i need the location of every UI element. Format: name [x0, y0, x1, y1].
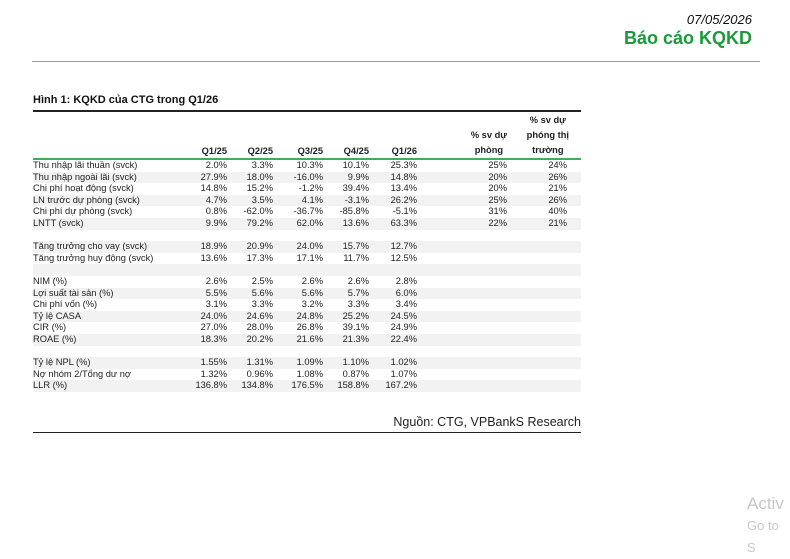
cell-value: 24.0%	[200, 310, 227, 321]
cell-value: 15.2%	[246, 183, 273, 194]
cell-value: 3.4%	[395, 299, 417, 310]
row-label: Tỷ lệ CASA	[33, 310, 82, 321]
cell-value: -3.1%	[344, 194, 369, 205]
cell-value: 15.7%	[342, 241, 369, 252]
col-header-vs-market	[527, 113, 569, 158]
cell-value: 39.1%	[342, 322, 369, 333]
table-row	[33, 288, 581, 300]
watermark-line: Activ	[747, 494, 784, 513]
table-body	[33, 160, 581, 392]
cell-value: 5.6%	[251, 287, 273, 298]
cell-value: 1.08%	[296, 368, 323, 379]
cell-value: 134.8%	[241, 380, 273, 391]
cell-value: 2.6%	[301, 275, 323, 286]
cell-value: 24%	[548, 160, 567, 170]
cell-value: 21.3%	[342, 333, 369, 344]
cell-value: 5.6%	[301, 287, 323, 298]
cell-value: 25%	[488, 194, 507, 205]
cell-value: 14.8%	[390, 171, 417, 182]
col-header: Q1/26	[391, 146, 417, 156]
cell-value: 20%	[488, 171, 507, 182]
table-row	[33, 334, 581, 346]
col-header-line: phòng	[474, 145, 504, 155]
row-label: Chi phí dự phòng (svck)	[33, 206, 133, 217]
cell-value: 25%	[488, 160, 507, 170]
cell-value: 25.3%	[390, 160, 417, 170]
row-label: Chi phí hoạt động (svck)	[33, 183, 134, 194]
cell-value: 20%	[488, 183, 507, 194]
cell-value: 12.5%	[390, 252, 417, 263]
cell-value: 27.9%	[200, 171, 227, 182]
cell-value: 5.5%	[205, 287, 227, 298]
table-row	[33, 160, 581, 172]
cell-value: 26.8%	[296, 322, 323, 333]
col-header-line: phóng thị	[526, 130, 569, 140]
table-row	[33, 172, 581, 184]
table-header	[33, 112, 581, 158]
table-row	[33, 195, 581, 207]
cell-value: 17.3%	[246, 252, 273, 263]
cell-value: 0.87%	[342, 368, 369, 379]
cell-value: 1.31%	[246, 357, 273, 368]
spacer-row	[33, 230, 581, 242]
col-header: Q3/25	[297, 146, 323, 156]
source-note: Nguồn: CTG, VPBankS Research	[393, 415, 581, 429]
cell-value: 14.8%	[200, 183, 227, 194]
cell-value: -1.2%	[298, 183, 323, 194]
cell-value: 10.3%	[296, 160, 323, 170]
cell-value: 1.09%	[296, 357, 323, 368]
cell-value: 3.2%	[301, 299, 323, 310]
cell-value: -85.8%	[339, 206, 369, 217]
figure-title: Hình 1: KQKD của CTG trong Q1/26	[33, 94, 219, 106]
cell-value: 21%	[548, 217, 567, 228]
cell-value: 3.3%	[251, 299, 273, 310]
row-label: CIR (%)	[33, 322, 67, 333]
cell-value: 28.0%	[246, 322, 273, 333]
cell-value: 24.5%	[390, 310, 417, 321]
cell-value: -16.0%	[293, 171, 323, 182]
cell-value: 2.5%	[251, 275, 273, 286]
table-row	[33, 357, 581, 369]
cell-value: 11.7%	[343, 252, 369, 263]
cell-value: 21.6%	[296, 333, 323, 344]
col-header: Q2/25	[247, 146, 273, 156]
table-row	[33, 380, 581, 392]
cell-value: 13.6%	[200, 252, 227, 263]
cell-value: 2.6%	[205, 275, 227, 286]
cell-value: 17.1%	[296, 252, 323, 263]
cell-value: 26%	[548, 171, 567, 182]
row-label: Lợi suất tài sản (%)	[33, 287, 114, 298]
cell-value: 167.2%	[385, 380, 417, 391]
cell-value: 22%	[488, 217, 507, 228]
cell-value: 13.4%	[390, 183, 417, 194]
col-header-line: % sv dự	[529, 115, 566, 125]
row-label: LLR (%)	[33, 380, 68, 391]
cell-value: 26%	[548, 194, 567, 205]
cell-value: 31%	[488, 206, 507, 217]
cell-value: 1.32%	[200, 368, 227, 379]
cell-value: 18.9%	[200, 241, 227, 252]
row-label: Thu nhập ngoài lãi (svck)	[33, 171, 137, 182]
cell-value: 3.1%	[205, 299, 227, 310]
row-label: Tăng trưởng huy động (svck)	[33, 252, 154, 263]
cell-value: 2.8%	[395, 275, 417, 286]
cell-value: 9.9%	[347, 171, 369, 182]
row-label: Tỷ lệ NPL (%)	[33, 357, 91, 368]
cell-value: 1.55%	[200, 357, 227, 368]
figure-bottom-rule	[33, 432, 581, 433]
cell-value: 24.9%	[390, 322, 417, 333]
report-date: 07/05/2026	[686, 12, 752, 27]
cell-value: 24.8%	[296, 310, 323, 321]
activation-watermark	[747, 493, 790, 559]
cell-value: 3.5%	[251, 194, 273, 205]
cell-value: 3.3%	[251, 160, 273, 170]
table-row	[33, 299, 581, 311]
cell-value: 3.3%	[347, 299, 369, 310]
cell-value: 40%	[548, 206, 567, 217]
cell-value: 24.6%	[246, 310, 273, 321]
col-header-line: trường	[532, 145, 564, 155]
table-row	[33, 322, 581, 334]
cell-value: 18.0%	[246, 171, 273, 182]
cell-value: 22.4%	[390, 333, 417, 344]
cell-value: 79.2%	[246, 217, 273, 228]
cell-value: 63.3%	[390, 217, 417, 228]
cell-value: 39.4%	[342, 183, 369, 194]
cell-value: 158.8%	[337, 380, 369, 391]
cell-value: 1.10%	[342, 357, 369, 368]
cell-value: 9.9%	[205, 217, 227, 228]
table-row	[33, 206, 581, 218]
cell-value: 4.7%	[205, 194, 227, 205]
cell-value: 20.9%	[246, 241, 273, 252]
cell-value: 5.7%	[347, 287, 369, 298]
cell-value: 1.07%	[390, 368, 417, 379]
cell-value: 10.1%	[342, 160, 369, 170]
row-label: LN trước dự phòng (svck)	[33, 194, 140, 205]
cell-value: 6.0%	[395, 287, 417, 298]
row-label: LNTT (svck)	[33, 217, 84, 228]
row-label: Tăng trưởng cho vay (svck)	[33, 241, 148, 252]
cell-value: 0.8%	[205, 206, 227, 217]
cell-value: 13.6%	[342, 217, 369, 228]
table-row	[33, 183, 581, 195]
table-row	[33, 253, 581, 265]
cell-value: -62.0%	[243, 206, 273, 217]
results-table	[33, 112, 581, 392]
report-title: Báo cáo KQKD	[623, 28, 752, 48]
cell-value: 176.5%	[291, 380, 323, 391]
cell-value: 2.0%	[205, 160, 227, 170]
spacer-row	[33, 346, 581, 358]
col-header: Q1/25	[201, 146, 227, 156]
cell-value: 0.96%	[246, 368, 273, 379]
cell-value: 62.0%	[296, 217, 323, 228]
table-row	[33, 218, 581, 230]
cell-value: -5.1%	[392, 206, 417, 217]
cell-value: 21%	[548, 183, 567, 194]
header-divider	[32, 61, 760, 62]
row-label: Chi phí vốn (%)	[33, 299, 98, 310]
cell-value: 4.1%	[301, 194, 323, 205]
col-header-vs-provision	[471, 128, 507, 158]
cell-value: 18.3%	[200, 333, 227, 344]
cell-value: 20.2%	[246, 333, 273, 344]
cell-value: 136.8%	[195, 380, 227, 391]
cell-value: 25.2%	[342, 310, 369, 321]
watermark-line: Go to S	[747, 518, 779, 555]
spacer-row	[33, 264, 581, 276]
col-header: Q4/25	[343, 146, 369, 156]
table-row	[33, 369, 581, 381]
cell-value: 1.02%	[390, 357, 417, 368]
cell-value: 12.7%	[390, 241, 417, 252]
row-label: Thu nhập lãi thuần (svck)	[33, 160, 138, 170]
cell-value: 26.2%	[390, 194, 417, 205]
row-label: ROAE (%)	[33, 333, 77, 344]
row-label: NIM (%)	[33, 275, 68, 286]
table-row	[33, 276, 581, 288]
col-header-line: % sv dự	[470, 130, 507, 140]
cell-value: -36.7%	[293, 206, 323, 217]
cell-value: 27.0%	[200, 322, 227, 333]
table-row	[33, 241, 581, 253]
row-label: Nợ nhóm 2/Tổng dư nợ	[33, 368, 132, 379]
cell-value: 2.6%	[347, 275, 369, 286]
cell-value: 24.0%	[296, 241, 323, 252]
table-row	[33, 311, 581, 323]
